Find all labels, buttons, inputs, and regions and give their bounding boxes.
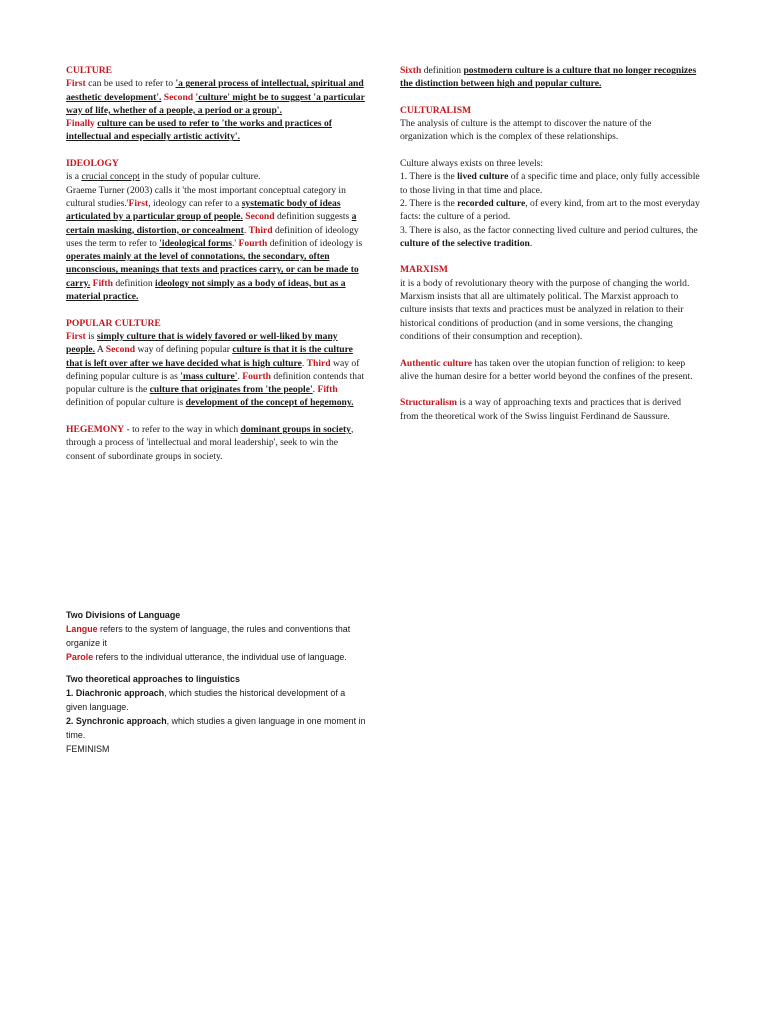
popular-text: A — [95, 344, 106, 356]
diachronic-line — [66, 686, 366, 714]
spacer: . — [243, 224, 249, 236]
spacer: .' — [232, 237, 239, 249]
level-2 — [400, 197, 700, 224]
feminism-heading: FEMINISM — [66, 744, 110, 754]
selective-tradition: culture of the selective tradition — [400, 237, 530, 249]
third-marker: Third — [306, 357, 331, 369]
authentic-paragraph — [400, 357, 700, 384]
sixth-text: definition — [421, 65, 464, 76]
structuralism-section — [400, 396, 700, 423]
levels-intro: Culture always exists on three levels: — [400, 158, 544, 170]
diachronic-text: , which studies the historical development of a given language. — [66, 688, 346, 712]
fourth-marker: Fourth — [238, 237, 268, 249]
ideology-definition-2: a certain masking, distortion, or concealment — [66, 211, 357, 236]
popular-culture-section — [66, 317, 366, 410]
fourth-marker: Fourth — [242, 370, 271, 382]
left-column — [66, 64, 366, 476]
ideology-heading: IDEOLOGY — [66, 158, 119, 170]
synchronic-text: , which studies a given language in one moment in time. — [66, 716, 366, 740]
crucial-concept: crucial concept — [81, 171, 140, 183]
structuralism-text: is a way of approaching texts and practices that is derived from the theoretical work of the Swiss linguist Ferdinand de Saussure. — [400, 397, 682, 422]
sixth-highlight: postmodern culture is a culture that no longer recognizes the distinction between high and popular culture. — [400, 65, 697, 90]
marxism-heading: MARXISM — [400, 264, 448, 276]
culturalism-paragraph: The analysis of culture is the attempt to discover the nature of the organization which is the complex of these relationships. — [400, 118, 652, 143]
spacer: . — [301, 357, 307, 369]
hegemony-heading: HEGEMONY — [66, 424, 125, 436]
level-3 — [400, 224, 700, 251]
culture-heading: CULTURE — [66, 65, 113, 76]
culture-text-1: can be used to refer to — [85, 78, 176, 90]
lived-culture: lived culture — [457, 171, 509, 183]
authentic-marker: Authentic culture — [400, 357, 473, 369]
ideology-intro — [66, 170, 366, 183]
popular-text: definition contends that popular culture is the — [66, 370, 364, 396]
culture-levels — [400, 157, 700, 250]
third-marker: Third — [248, 224, 273, 236]
culture-paragraph — [66, 77, 366, 143]
langue-text: refers to the system of language, the rules and conventions that organize it — [66, 624, 351, 648]
finally-marker: Finally — [66, 118, 95, 130]
langue-marker: Langue — [66, 624, 98, 634]
language-title: Two Divisions of Language — [66, 610, 181, 620]
authentic-culture-section — [400, 357, 700, 384]
ideology-text: definition of ideology uses the term to refer to — [66, 224, 359, 249]
second-marker: Second — [163, 91, 194, 103]
hegemony-section — [66, 423, 366, 463]
sixth-paragraph — [400, 64, 700, 91]
level-text: , of every kind, from art to the most everyday facts: the culture of a period. — [400, 197, 700, 223]
ideology-text: definition suggests — [274, 211, 352, 223]
diachronic-marker: 1. Diachronic approach — [66, 688, 165, 698]
second-marker: Second — [105, 344, 136, 356]
right-column — [400, 64, 700, 436]
fifth-marker: Fifth — [317, 384, 338, 396]
hegemony-text: , through a process of 'intellectual and moral leadership', seek to win the consent of subordinate groups in society. — [66, 424, 354, 462]
first-marker: First — [128, 197, 149, 209]
ideology-text: definition of ideology is — [267, 237, 363, 249]
parole-marker: Parole — [66, 652, 94, 662]
culture-definition-1: 'a general process of intellectual, spiritual and aesthetic development'. — [66, 78, 364, 103]
level-text: of a specific time and place, only fully accessible to those living in that time and place. — [400, 171, 700, 196]
approaches-title: Two theoretical approaches to linguistics — [66, 674, 240, 684]
sixth-definition — [400, 64, 700, 91]
ideology-section — [66, 157, 366, 303]
first-marker: First — [66, 330, 86, 342]
level-text: . — [529, 237, 533, 249]
spacer: . — [312, 384, 318, 396]
culturalism-heading: CULTURALISM — [400, 104, 472, 116]
structuralism-paragraph — [400, 396, 700, 423]
spacer: . — [237, 370, 243, 382]
level-text: 3. There is also, as the factor connecting lived culture and period cultures, the — [400, 224, 698, 236]
sixth-marker: Sixth — [400, 65, 422, 76]
turner-quote: Graeme Turner (2003) calls it 'the most important conceptual category in cultural studies.' — [66, 184, 346, 209]
popular-definition-2: culture is that it is the culture that is left over after we have decided what is high culture — [66, 344, 353, 369]
ideology-text: in the study of popular culture. — [139, 171, 261, 183]
ideology-body — [66, 184, 366, 304]
popular-text: is — [85, 330, 97, 342]
hegemony-paragraph — [66, 423, 366, 463]
ideology-definition-1: systematic body of ideas articulated by a particular group of people. — [66, 197, 341, 223]
level-1 — [400, 170, 700, 197]
level-text: 2. There is the — [400, 197, 458, 209]
ideology-definition-4: operates mainly at the level of connotations, the secondary, often unconscious, meanings that texts and practices carry, or can be made to carry. — [66, 251, 359, 289]
ideology-text: is a — [66, 171, 82, 183]
ideology-text: definition — [112, 277, 156, 289]
synchronic-marker: 2. Synchronic approach — [66, 716, 167, 726]
first-marker: First — [66, 78, 86, 90]
langue-line — [66, 622, 366, 650]
popular-definition-4: culture that originates from 'the people' — [149, 384, 313, 396]
marxism-paragraph: it is a body of revolutionary theory with the purpose of changing the world. Marxism insists that all are ultimately political. The Marxist approach to culture insists that texts and practices must be analyzed in relation to their historical conditions of production (and in some versions, the changing conditions of their consumption and reception). — [400, 277, 690, 342]
culture-definition-2: 'culture' might be to suggest 'a particular way of life, whether of a people, a period or a group'. — [66, 91, 365, 116]
synchronic-line — [66, 714, 366, 742]
popular-text: way of defining popular — [135, 344, 233, 356]
spacer — [66, 664, 366, 672]
hegemony-text: - to refer to the way in which — [124, 424, 241, 436]
second-marker: Second — [245, 211, 275, 223]
popular-definition-5: development of the concept of hegemony. — [185, 397, 354, 409]
fifth-marker: Fifth — [92, 277, 113, 289]
popular-culture-body — [66, 330, 366, 410]
parole-text: refers to the individual utterance, the individual use of language. — [93, 652, 347, 662]
popular-definition-3: 'mass culture' — [180, 370, 238, 382]
recorded-culture: recorded culture — [457, 197, 526, 209]
popular-text: way of defining popular culture is as — [66, 357, 360, 382]
ideology-definition-5: ideology not simply as a body of ideas, but as a material practice. — [66, 277, 346, 303]
culturalism-section — [400, 104, 700, 144]
ideology-definition-3: 'ideological forms — [159, 237, 232, 249]
culture-section — [66, 64, 366, 144]
popular-culture-heading: POPULAR CULTURE — [66, 317, 161, 329]
authentic-text: has taken over the utopian function of religion: to keep alive the human desire for a better world beyond the confines of the present. — [400, 357, 693, 382]
culture-definition-3: culture can be used to refer to 'the works and practices of intellectual and especially artistic activity'. — [66, 118, 332, 143]
parole-line — [66, 650, 366, 664]
level-text: 1. There is the — [400, 171, 458, 183]
marxism-section — [400, 263, 700, 343]
ideology-text: , ideology can refer to a — [148, 197, 242, 209]
language-section — [66, 608, 366, 756]
hegemony-highlight: dominant groups in society — [240, 424, 351, 436]
structuralism-marker: Structuralism — [400, 397, 458, 409]
popular-text: definition of popular culture is — [66, 397, 186, 409]
popular-definition-1: simply culture that is widely favored or well-liked by many people. — [66, 330, 338, 356]
